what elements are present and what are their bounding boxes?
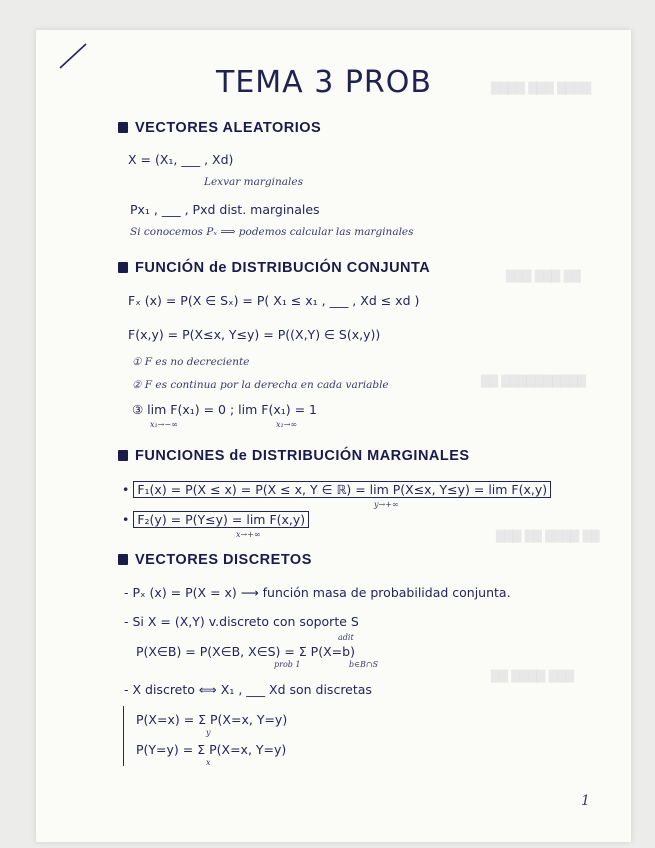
formula-line: P(X∈B) = P(X∈B, X∈S) = Σ P(X=b) [136,644,355,659]
annotation: prob 1 [274,660,301,669]
page-title: TEMA 3 PROB [216,65,432,100]
formula-line: Px₁ , ___ , Pxd dist. marginales [130,202,320,217]
brace-mark [123,706,124,766]
formula-line: - Si X = (X,Y) v.discreto con soporte S [124,614,359,629]
formula-line: X = (X₁, ___ , Xd) [128,152,234,167]
sum-subscript: b∈B∩S [349,660,379,669]
heading-text: FUNCIÓN de DISTRIBUCIÓN CONJUNTA [135,260,431,276]
formula-line: Fₓ (x) = P(X ∈ Sₓ) = P( X₁ ≤ x₁ , ___ , Xd ≤ xd ) [128,293,420,308]
formula-line: P(X=x) = Σ P(X=x, Y=y) [136,712,288,727]
property-line: ③ lim F(x₁) = 0 ; lim F(x₁) = 1 [132,402,317,417]
property-line: ② F es continua por la derecha en cada variable [132,379,389,391]
page-number: 1 [581,793,590,809]
section-heading-marginales [118,448,470,464]
property-line: ① F es no decreciente [132,356,250,368]
note-line: Si conocemos Pₓ ⟹ podemos calcular las marginales [130,226,414,238]
bullet-icon [118,122,128,133]
formula-line: • F₂(y) = P(Y≤y) = lim F(x,y) [122,512,309,527]
notebook-page [36,30,631,842]
annotation: adit [338,633,354,642]
heading-text: VECTORES ALEATORIOS [135,120,322,136]
boxed-formula: F₂(y) = P(Y≤y) = lim F(x,y) [133,511,309,528]
show-through-text: ███ ███ ██ [506,270,581,283]
sum-subscript: y [206,728,211,737]
limit-subscript: y→+∞ [374,500,399,509]
bullet-icon [118,450,128,461]
limit-subscript: x₁→∞ [276,420,298,429]
section-heading-funcion [118,260,430,276]
limit-subscript: x→+∞ [236,530,261,539]
bullet-icon [118,262,128,273]
formula-line: - Pₓ (x) = P(X = x) ⟶ función masa de probabilidad conjunta. [124,585,511,600]
bullet-icon [118,554,128,565]
sum-subscript: x [206,758,211,767]
show-through-text: ███ ██ ████ ██ [496,530,600,543]
note-line: Lexvar marginales [204,176,303,188]
formula-line: • F₁(x) = P(X ≤ x) = P(X ≤ x, Y ∈ ℝ) = lim P(X≤x, Y≤y) = lim F(x,y) [122,482,551,497]
boxed-formula: F₁(x) = P(X ≤ x) = P(X ≤ x, Y ∈ ℝ) = lim P(X≤x, Y≤y) = lim F(x,y) [133,481,551,498]
heading-text: VECTORES DISCRETOS [135,552,312,568]
formula-line: F(x,y) = P(X≤x, Y≤y) = P((X,Y) ∈ S(x,y)) [128,327,381,342]
formula-line: P(Y=y) = Σ P(X=x, Y=y) [136,742,287,757]
formula-line: - X discreto ⟺ X₁ , ___ Xd son discretas [124,682,372,697]
section-heading-discretos [118,552,312,568]
heading-text: FUNCIONES de DISTRIBUCIÓN MARGINALES [135,448,470,464]
pen-stroke-mark [56,38,90,72]
show-through-text: ████ ███ ████ [491,82,592,95]
section-heading-vectores [118,120,321,136]
show-through-text: ██ ██████████ [481,375,587,388]
show-through-text: ██ ████ ███ [491,670,575,683]
limit-subscript: x₁→−∞ [150,420,178,429]
